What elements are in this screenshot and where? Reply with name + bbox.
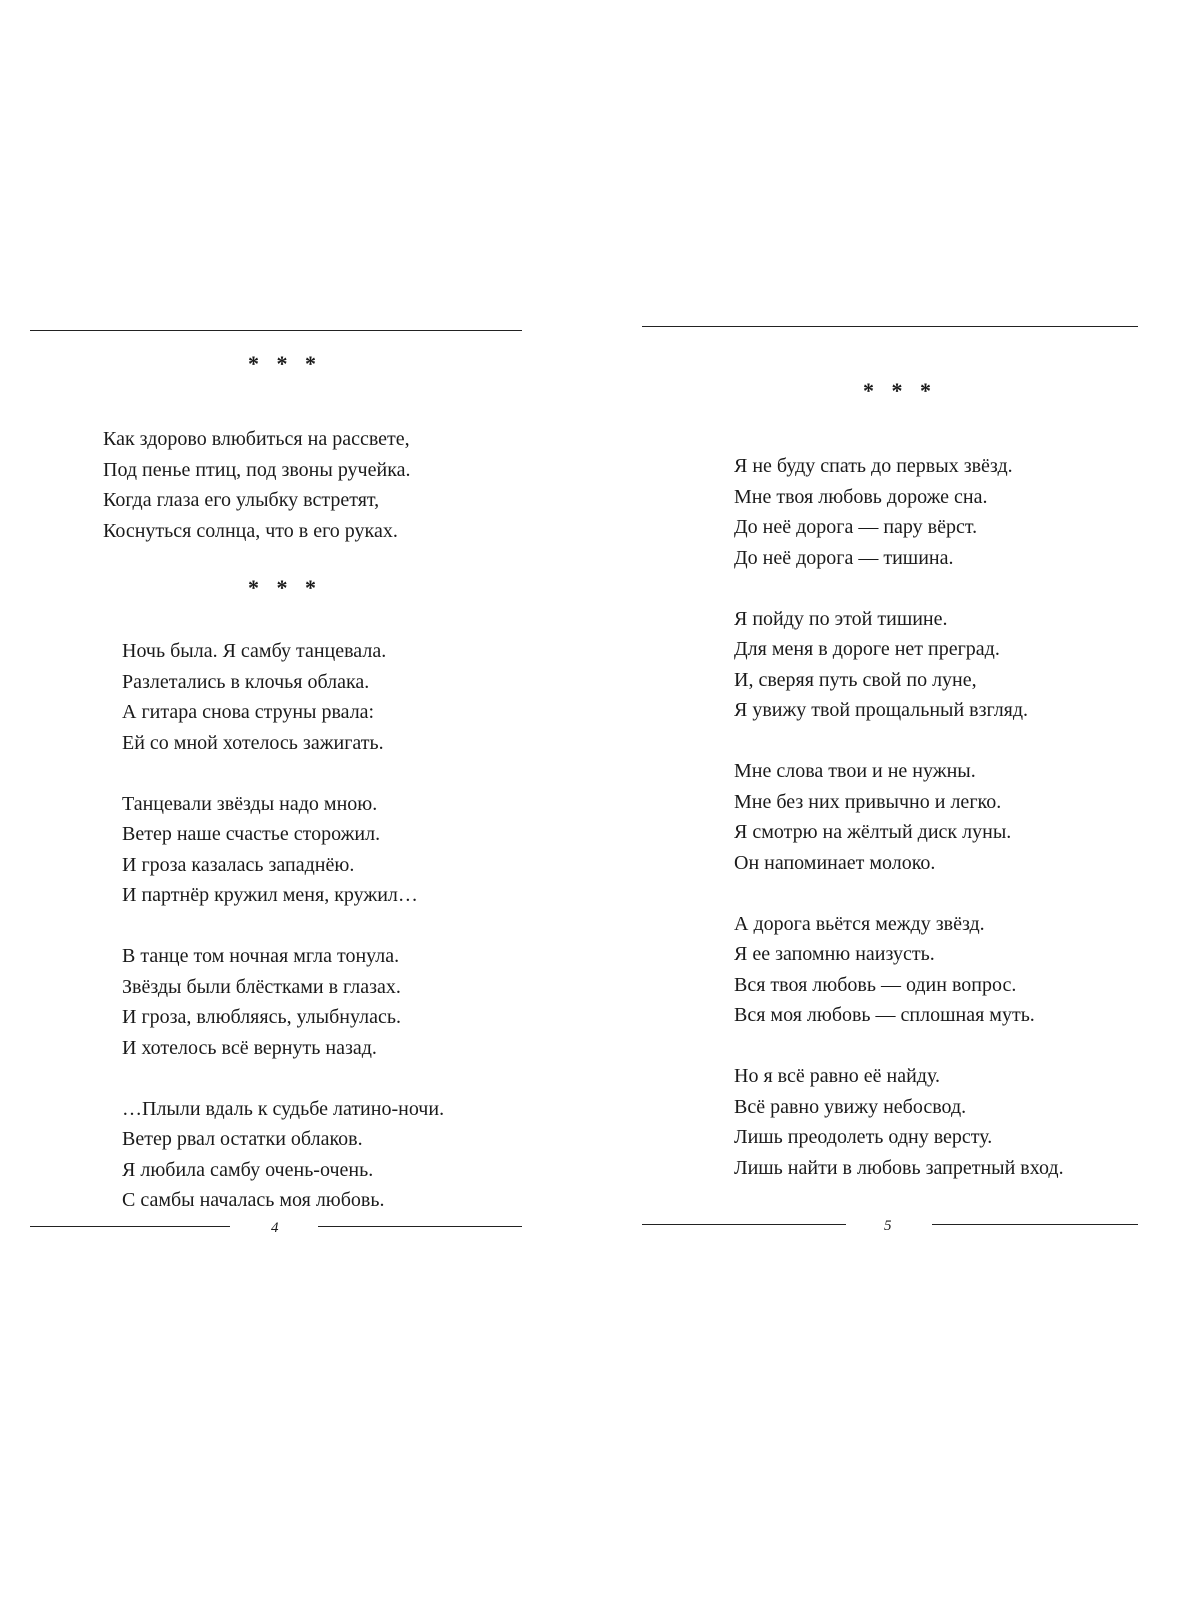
- verse-line: И гроза, влюбляясь, улыбнулась.: [122, 1006, 401, 1028]
- verse-line: И, сверяя путь свой по луне,: [734, 668, 977, 691]
- stanza: [122, 789, 444, 911]
- verse-line: С самбы началась моя любовь.: [122, 1189, 385, 1211]
- verse-line: Под пенье птиц, под звоны ручейка.: [103, 458, 411, 481]
- verse-line: А гитара снова струны рвала:: [122, 701, 375, 723]
- verse-line: Вся твоя любовь — один вопрос.: [734, 973, 1017, 996]
- poem-separator: * * *: [863, 378, 937, 403]
- footer-rule-right: [932, 1224, 1138, 1225]
- verse-line: Ветер рвал остатки облаков.: [122, 1128, 363, 1150]
- poem-separator: * * *: [248, 351, 322, 376]
- stanza: [122, 1094, 444, 1216]
- poem: [103, 424, 411, 546]
- footer-rule-left: [30, 1226, 230, 1227]
- verse-line: Звёзды были блёстками в глазах.: [122, 975, 401, 998]
- verse-line: Я ее запомню наизусть.: [734, 943, 935, 965]
- verse-line: Но я всё равно её найду.: [734, 1065, 940, 1087]
- verse-line: Танцевали звёзды надо мною.: [122, 792, 378, 815]
- verse-line: Лишь преодолеть одну версту.: [734, 1126, 993, 1148]
- verse-line: А дорога вьётся между звёзд.: [734, 912, 985, 935]
- top-rule: [642, 326, 1138, 327]
- page-number: 4: [271, 1220, 279, 1236]
- verse-line: Мне без них привычно и легко.: [734, 790, 1002, 813]
- verse-line: Ветер наше счастье сторожил.: [122, 823, 381, 845]
- verse-line: Разлетались в клочья облака.: [122, 670, 370, 693]
- verse-line: Ей со мной хотелось зажигать.: [122, 731, 384, 754]
- verse-line: Коснуться солнца, что в его руках.: [103, 519, 398, 542]
- stanza: [734, 756, 1064, 878]
- poem: [122, 636, 444, 1216]
- verse-line: Как здорово влюбиться на рассвете,: [103, 428, 410, 450]
- stanza: [103, 424, 411, 546]
- verse-line: Вся моя любовь — сплошная муть.: [734, 1004, 1035, 1026]
- footer-rule-right: [318, 1226, 522, 1227]
- verse-line: В танце том ночная мгла тонула.: [122, 945, 400, 967]
- verse-line: До неё дорога — тишина.: [734, 546, 954, 569]
- stanza: [122, 636, 444, 758]
- page-number: 5: [884, 1218, 892, 1234]
- verse-line: Я не буду спать до первых звёзд.: [734, 455, 1013, 477]
- verse-line: Мне слова твои и не нужны.: [734, 760, 976, 782]
- top-rule: [30, 330, 522, 331]
- verse-line: Всё равно увижу небосвод.: [734, 1095, 967, 1118]
- stanza: [734, 604, 1064, 726]
- verse-line: Я увижу твой прощальный взгляд.: [734, 699, 1029, 721]
- poem-separator: * * *: [248, 575, 322, 600]
- stanza: [734, 909, 1064, 1031]
- verse-line: Я любила самбу очень-очень.: [122, 1158, 374, 1181]
- verse-line: Он напоминает молоко.: [734, 851, 936, 874]
- verse-line: Для меня в дороге нет преград.: [734, 638, 1000, 660]
- verse-line: Лишь найти в любовь запретный вход.: [734, 1156, 1064, 1179]
- stanza: [734, 1061, 1064, 1183]
- verse-line: И хотелось всё вернуть назад.: [122, 1036, 377, 1059]
- footer-rule-left: [642, 1224, 846, 1225]
- poem: [734, 451, 1064, 1183]
- verse-line: И партнёр кружил меня, кружил…: [122, 884, 418, 906]
- verse-line: Когда глаза его улыбку встретят,: [103, 489, 380, 511]
- verse-line: До неё дорога — пару вёрст.: [734, 516, 978, 538]
- stanza: [122, 941, 444, 1063]
- right-page: [600, 0, 1200, 1600]
- verse-line: И гроза казалась западнёю.: [122, 853, 355, 876]
- verse-line: Ночь была. Я самбу танцевала.: [122, 640, 387, 662]
- stanza: [734, 451, 1064, 573]
- verse-line: Я пойду по этой тишине.: [734, 607, 948, 630]
- verse-line: Я смотрю на жёлтый диск луны.: [734, 821, 1012, 843]
- verse-line: …Плыли вдаль к судьбе латино-ночи.: [122, 1097, 445, 1120]
- verse-line: Мне твоя любовь дороже сна.: [734, 485, 988, 508]
